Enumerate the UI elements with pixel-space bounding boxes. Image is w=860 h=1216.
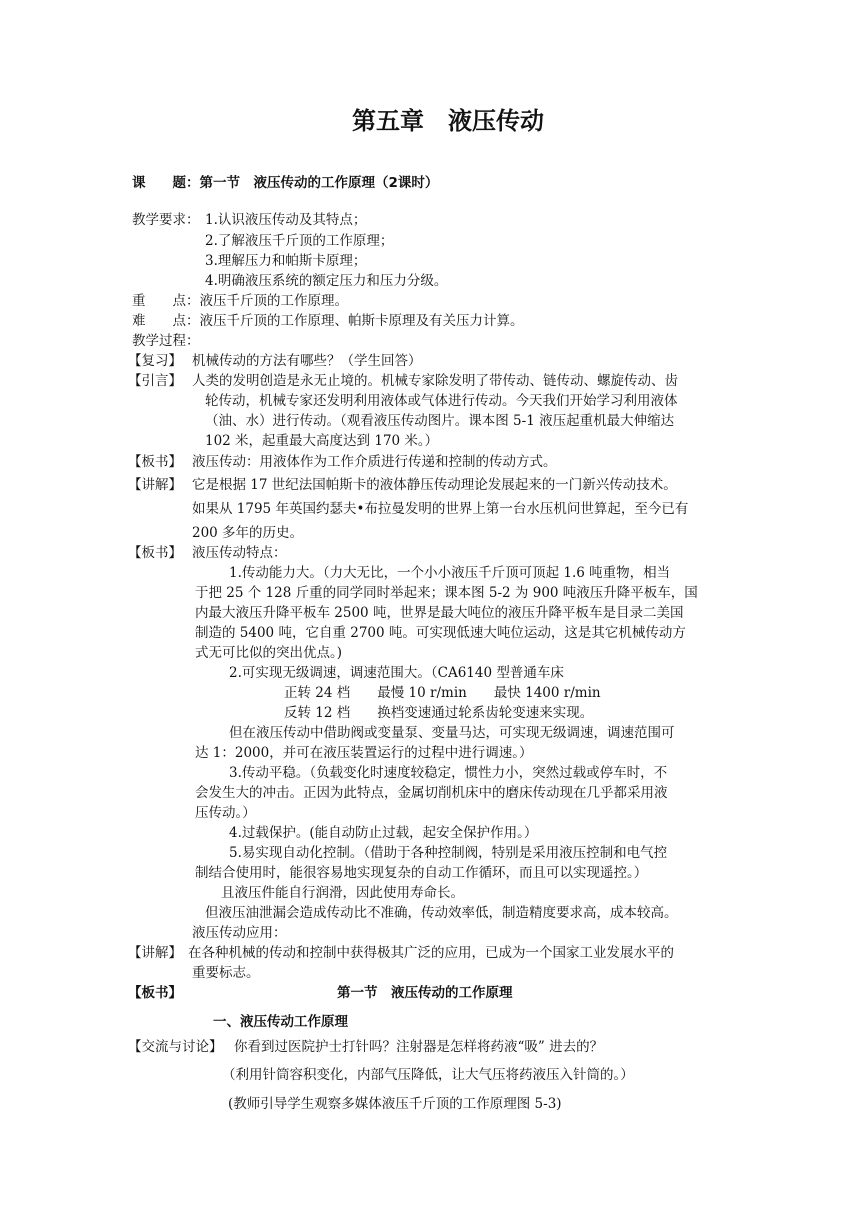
lesson-text: 第一节 液压传动的工作原理（2课时） <box>199 175 439 191</box>
feature-1-line: 内最大液压升降平板车 2500 吨，世界是最大吨位的液压升降平板车是目录二美国 <box>195 605 684 621</box>
lubrication-note: 且液压件能自行润滑，因此使用寿命长。 <box>221 885 464 901</box>
lecture-line: 在各种机械的传动和控制中获得极其广泛的应用，已成为一个国家工业发展水平的 <box>188 945 674 961</box>
requirement-item: 1.认识液压传动及其特点； <box>205 212 367 228</box>
feature-5-line: 5.易实现自动化控制。（借助于各种控制阀，特别是采用液压控制和电气控 <box>229 845 668 861</box>
intro-line: 102 米，起重最大高度达到 170 米。） <box>205 433 439 449</box>
feature-2-forward: 正转 24 档 最慢 10 r/min 最快 1400 r/min <box>284 685 601 701</box>
feature-3-line: 会发生大的冲击。正因为此特点，金属切削机床中的磨床传动现在几乎都采用液 <box>195 785 668 801</box>
discussion-answer: （利用针筒容积变化，内部气压降低，让大气压将药液压入针筒的。） <box>222 1067 634 1083</box>
requirement-item: 2.了解液压千斤顶的工作原理； <box>205 233 394 249</box>
feature-2-reverse: 反转 12 档 换档变速通过轮系齿轮变速来实现。 <box>284 705 594 721</box>
intro-line: （油、水）进行传动。（观看液压传动图片。课本图 5-1 液压起重机最大伸缩达 <box>205 413 675 429</box>
board-tag: 【板书】 <box>128 545 182 561</box>
drawback-note: 但液压油泄漏会造成传动比不准确，传动效率低，制造精度要求高，成本较高。 <box>205 905 678 921</box>
lesson-label: 课 题： <box>132 175 200 191</box>
board-definition: 液压传动：用液体作为工作介质进行传递和控制的传动方式。 <box>192 454 557 470</box>
feature-2-line: 达 1：2000，并可在液压装置运行的过程中进行调速。） <box>195 745 533 761</box>
key-point-label: 重 点： <box>132 293 200 309</box>
chapter-title: 第五章 液压传动 <box>352 107 544 135</box>
features-heading: 液压传动特点： <box>192 545 287 561</box>
lecture-line: 200 多年的历史。 <box>192 525 304 541</box>
lecture-line: 如果从 1795 年英国约瑟夫•布拉曼发明的世界上第一台水压机问世算起，至今已有 <box>192 501 689 517</box>
teacher-guide-note: (教师引导学生观察多媒体液压千斤顶的工作原理图 5-3) <box>228 1096 562 1112</box>
intro-line: 人类的发明创造是永无止境的。机械专家除发明了带传动、链传动、螺旋传动、齿 <box>192 373 678 389</box>
section-heading: 第一节 液压传动的工作原理 <box>337 985 513 1001</box>
requirements-label: 教学要求： <box>132 212 200 228</box>
lecture-tag: 【讲解】 <box>128 477 182 493</box>
subsection-heading: 一、液压传动工作原理 <box>213 1014 348 1030</box>
feature-2-line: 但在液压传动中借助阀或变量泵、变量马达，可实现无级调速，调速范围可 <box>229 725 675 741</box>
feature-3-line: 压传动。） <box>195 805 256 821</box>
requirement-item: 4.明确液压系统的额定压力和压力分级。 <box>205 273 448 289</box>
lecture-line: 它是根据 17 世纪法国帕斯卡的液体静压传动理论发展起来的一门新兴传动技术。 <box>192 477 677 493</box>
lecture-line: 重要标志。 <box>192 965 260 981</box>
intro-tag: 【引言】 <box>128 373 182 389</box>
intro-line: 轮传动，机械专家还发明利用液体或气体进行传动。今天我们开始学习利用液体 <box>205 393 678 409</box>
feature-1-line: 1.传动能力大。（力大无比，一个小小液压千斤顶可顶起 1.6 吨重物，相当 <box>229 565 671 581</box>
process-label: 教学过程： <box>132 333 200 349</box>
application-label: 液压传动应用： <box>192 925 287 941</box>
review-tag: 【复习】 <box>128 353 182 369</box>
lecture-tag: 【讲解】 <box>128 945 182 961</box>
review-text: 机械传动的方法有哪些？（学生回答） <box>192 353 422 369</box>
feature-1-line: 于把 25 个 128 斤重的同学同时举起来；课本图 5-2 为 900 吨液压升降平板车，国 <box>195 585 698 601</box>
board-tag: 【板书】 <box>128 985 182 1001</box>
key-point-line <box>132 291 348 311</box>
difficult-point-label: 难 点： <box>132 313 200 329</box>
feature-2-line: 2.可实现无级调速，调速范围大。（CA6140 型普通车床 <box>229 665 564 681</box>
feature-1-line: 制造的 5400 吨，它自重 2700 吨。可实现低速大吨位运动，这是其它机械传动方 <box>195 625 686 641</box>
feature-1-line: 式无可比似的突出优点。) <box>195 645 343 661</box>
discussion-question: 你看到过医院护士打针吗？注射器是怎样将药液“吸” 进去的？ <box>234 1039 604 1055</box>
feature-5-line: 制结合使用时，能很容易地实现复杂的自动工作循环，而且可以实现遥控。） <box>195 865 648 881</box>
lesson-line <box>132 173 438 193</box>
discussion-tag: 【交流与讨论】 <box>128 1039 223 1055</box>
feature-3-line: 3.传动平稳。（负载变化时速度较稳定，惯性力小，突然过载或停车时，不 <box>229 765 668 781</box>
difficult-point-text: 液压千斤顶的工作原理、帕斯卡原理及有关压力计算。 <box>199 313 524 329</box>
key-point-text: 液压千斤顶的工作原理。 <box>199 293 348 309</box>
requirement-item: 3.理解压力和帕斯卡原理； <box>205 253 367 269</box>
board-tag: 【板书】 <box>128 454 182 470</box>
feature-4-line: 4.过载保护。(能自动防止过载，起安全保护作用。） <box>229 825 538 841</box>
difficult-point-line <box>132 311 524 331</box>
